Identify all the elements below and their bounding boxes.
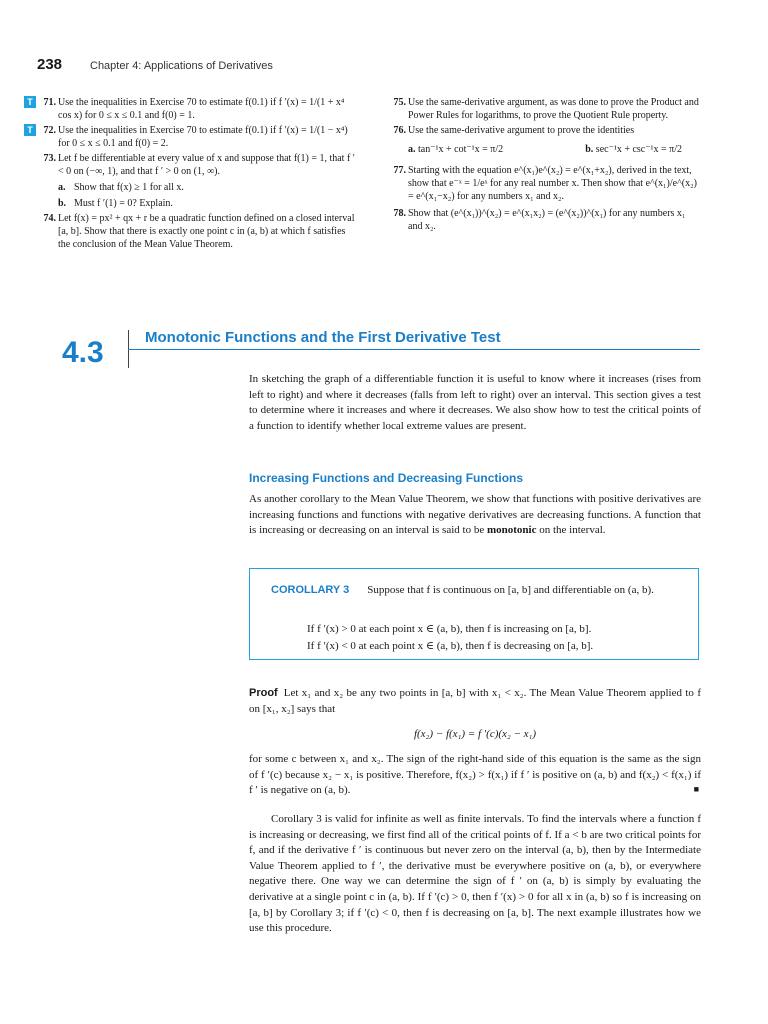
exercise-73: [34, 152, 356, 210]
part-text: Must f ′(1) = 0? Explain.: [74, 198, 173, 209]
keyword-monotonic: monotonic: [486, 524, 537, 537]
exercise-number: 76.: [393, 125, 406, 136]
paragraph-text-end: on the interval.: [539, 524, 606, 537]
section-title: Monotonic Functions and the First Derivative Test: [145, 329, 501, 346]
section-number: 4.3: [62, 336, 104, 369]
proof-conclusion: [249, 752, 701, 799]
exercise-75: [384, 96, 702, 122]
subsection-heading: Increasing Functions and Decreasing Functions: [249, 471, 524, 485]
proof-label: Proof: [249, 687, 278, 699]
exercise-number: 72.: [43, 125, 56, 136]
exercise-number: 77.: [393, 165, 406, 176]
exercise-part-b: [58, 197, 356, 210]
exercise-number: 71.: [43, 97, 56, 108]
technology-badge-icon: T: [24, 96, 36, 108]
corollary-statement: [271, 582, 691, 598]
proof-paragraph: [249, 686, 701, 717]
exercise-part-a: [408, 143, 503, 156]
exercise-text: Use the inequalities in Exercise 70 to estimate f(0.1) if f ′(x) = 1/(1 + x⁴ cos x) for 0 ≤ x ≤ 0.1 and f(0) = 1.: [58, 97, 345, 121]
proof-conclusion-text: for some c between x₁ and x₂. The sign of the right-hand side of this equation is the same as the sign of f ′(c) because x₂ − x₁ is positive. Therefore, f(x₂) > f(x₁) if f ′ is positive on (a, b) and f(x₂) < f(x₁) if f ′ is negative on (a, b).: [249, 753, 701, 797]
exercise-76: [384, 124, 702, 162]
running-head: Chapter 4: Applications of Derivatives: [90, 60, 273, 72]
part-label: b.: [585, 144, 594, 155]
part-text: sec⁻¹x + csc⁻¹x = π/2: [595, 144, 682, 155]
exercise-part-a: [58, 181, 356, 194]
exercise-number: 78.: [393, 208, 406, 219]
part-label: a.: [58, 182, 66, 193]
corollary-line-increasing: If f ′(x) > 0 at each point x ∈ (a, b), then f is increasing on [a, b].: [307, 623, 592, 635]
exercise-text: Let f be differentiable at every value of x and suppose that f(1) = 1, that f ′ < 0 on (−∞, 1), and that f ′ > 0 on (1, ∞).: [58, 153, 355, 177]
exercise-parts: [408, 137, 702, 162]
exercise-text: Show that (e^(x₁))^(x₂) = e^(x₁x₂) = (e^(x₂))^(x₁) for any numbers x₁ and x₂.: [408, 208, 686, 232]
mean-value-equation: f(x₂) − f(x₁) = f ′(c)(x₂ − x₁): [413, 728, 537, 740]
technology-badge-icon: T: [24, 124, 36, 136]
part-text: tan⁻¹x + cot⁻¹x = π/2: [418, 144, 504, 155]
exercises-right-column: [384, 96, 702, 235]
part-text: Show that f(x) ≥ 1 for all x.: [74, 182, 184, 193]
part-label: a.: [408, 144, 416, 155]
paragraph-text: As another corollary to the Mean Value Theorem, we show that functions with positive derivatives are increasing functions and functions with negative derivatives are decreasing functions. A function that is increasing or decreasing on an interval is said to be: [249, 493, 701, 537]
exercise-number: 75.: [393, 97, 406, 108]
corollary-label: COROLLARY 3: [271, 584, 350, 596]
corollary-text: Suppose that f is continuous on [a, b] and differentiable on (a, b).: [367, 584, 654, 596]
qed-icon: ■: [693, 784, 699, 795]
exercise-text: Let f(x) = px² + qx + r be a quadratic function defined on a closed interval [a, b]. Show that there is exactly one point c in (a, b) at which f satisfies the conclusion of the Mean Value Theorem.: [58, 213, 355, 250]
proof-text: Let x₁ and x₂ be any two points in [a, b] with x₁ < x₂. The Mean Value Theorem applied to f on [x₁, x₂] says that: [249, 687, 701, 715]
exercise-74: [34, 212, 356, 251]
exercise-72: [27, 124, 356, 150]
exercise-text: Use the inequalities in Exercise 70 to estimate f(0.1) if f ′(x) = 1/(1 − x⁴) for 0 ≤ x ≤ 0.1 and f(0) = 2.: [58, 125, 348, 149]
exercise-text: Use the same-derivative argument, as was done to prove the Product and Power Rules for logarithms, to prove the Quotient Rule property.: [408, 97, 699, 121]
part-label: b.: [58, 198, 67, 209]
corollary-box: [249, 568, 699, 660]
exercise-78: [384, 207, 702, 233]
section-intro: In sketching the graph of a differentiable function it is useful to know where it increases (rises from left to right) and where it decreases (falls from left to right) over an interval. This section gives a test to determine where it increases and where it decreases. We also show how to test the critical points of a function to identify whether local extreme values are present.: [249, 373, 701, 432]
section-rule: [128, 349, 700, 350]
exercise-77: [384, 164, 702, 203]
page-number: 238: [37, 56, 63, 73]
exercise-71: [27, 96, 356, 122]
exercise-text: Starting with the equation e^(x₁)e^(x₂) = e^(x₁+x₂), derived in the text, show that e⁻ˣ = 1/eˣ for any real number x. Then show that e^(x₁)/e^(x₂) = e^(x₁−x₂) for any numbers x₁ and x₂.: [408, 165, 697, 202]
closing-paragraph: Corollary 3 is valid for infinite as well as finite intervals. To find the intervals where a function f is increasing or decreasing, we first find all of the critical points of f. If a < b are two critical points for f, and if the derivative f ′ is continuous but never zero on the interval (a, b), then by the Intermediate Value Theorem applied to f ′, the derivative must be everywhere positive on (a, b), or everywhere negative there. One way we can determine the sign of f ′ on (a, b) is simply by evaluating the derivative at a single point c in (a, b). If f ′(c) > 0, then f ′(x) > 0 for all x in (a, b) so f is increasing on [a, b] by Corollary 3; if f ′(c) < 0, then f is decreasing on [a, b]. The next example illustrates how we use this procedure.: [249, 813, 701, 935]
exercise-number: 74.: [43, 213, 56, 224]
exercise-text: Use the same-derivative argument to prove the identities: [408, 125, 635, 136]
exercises-left-column: [27, 96, 356, 253]
exercise-part-b: [585, 143, 682, 156]
exercise-number: 73.: [43, 153, 56, 164]
subsection-paragraph: [249, 492, 701, 539]
corollary-line-decreasing: If f ′(x) < 0 at each point x ∈ (a, b), then f is decreasing on [a, b].: [307, 640, 594, 652]
